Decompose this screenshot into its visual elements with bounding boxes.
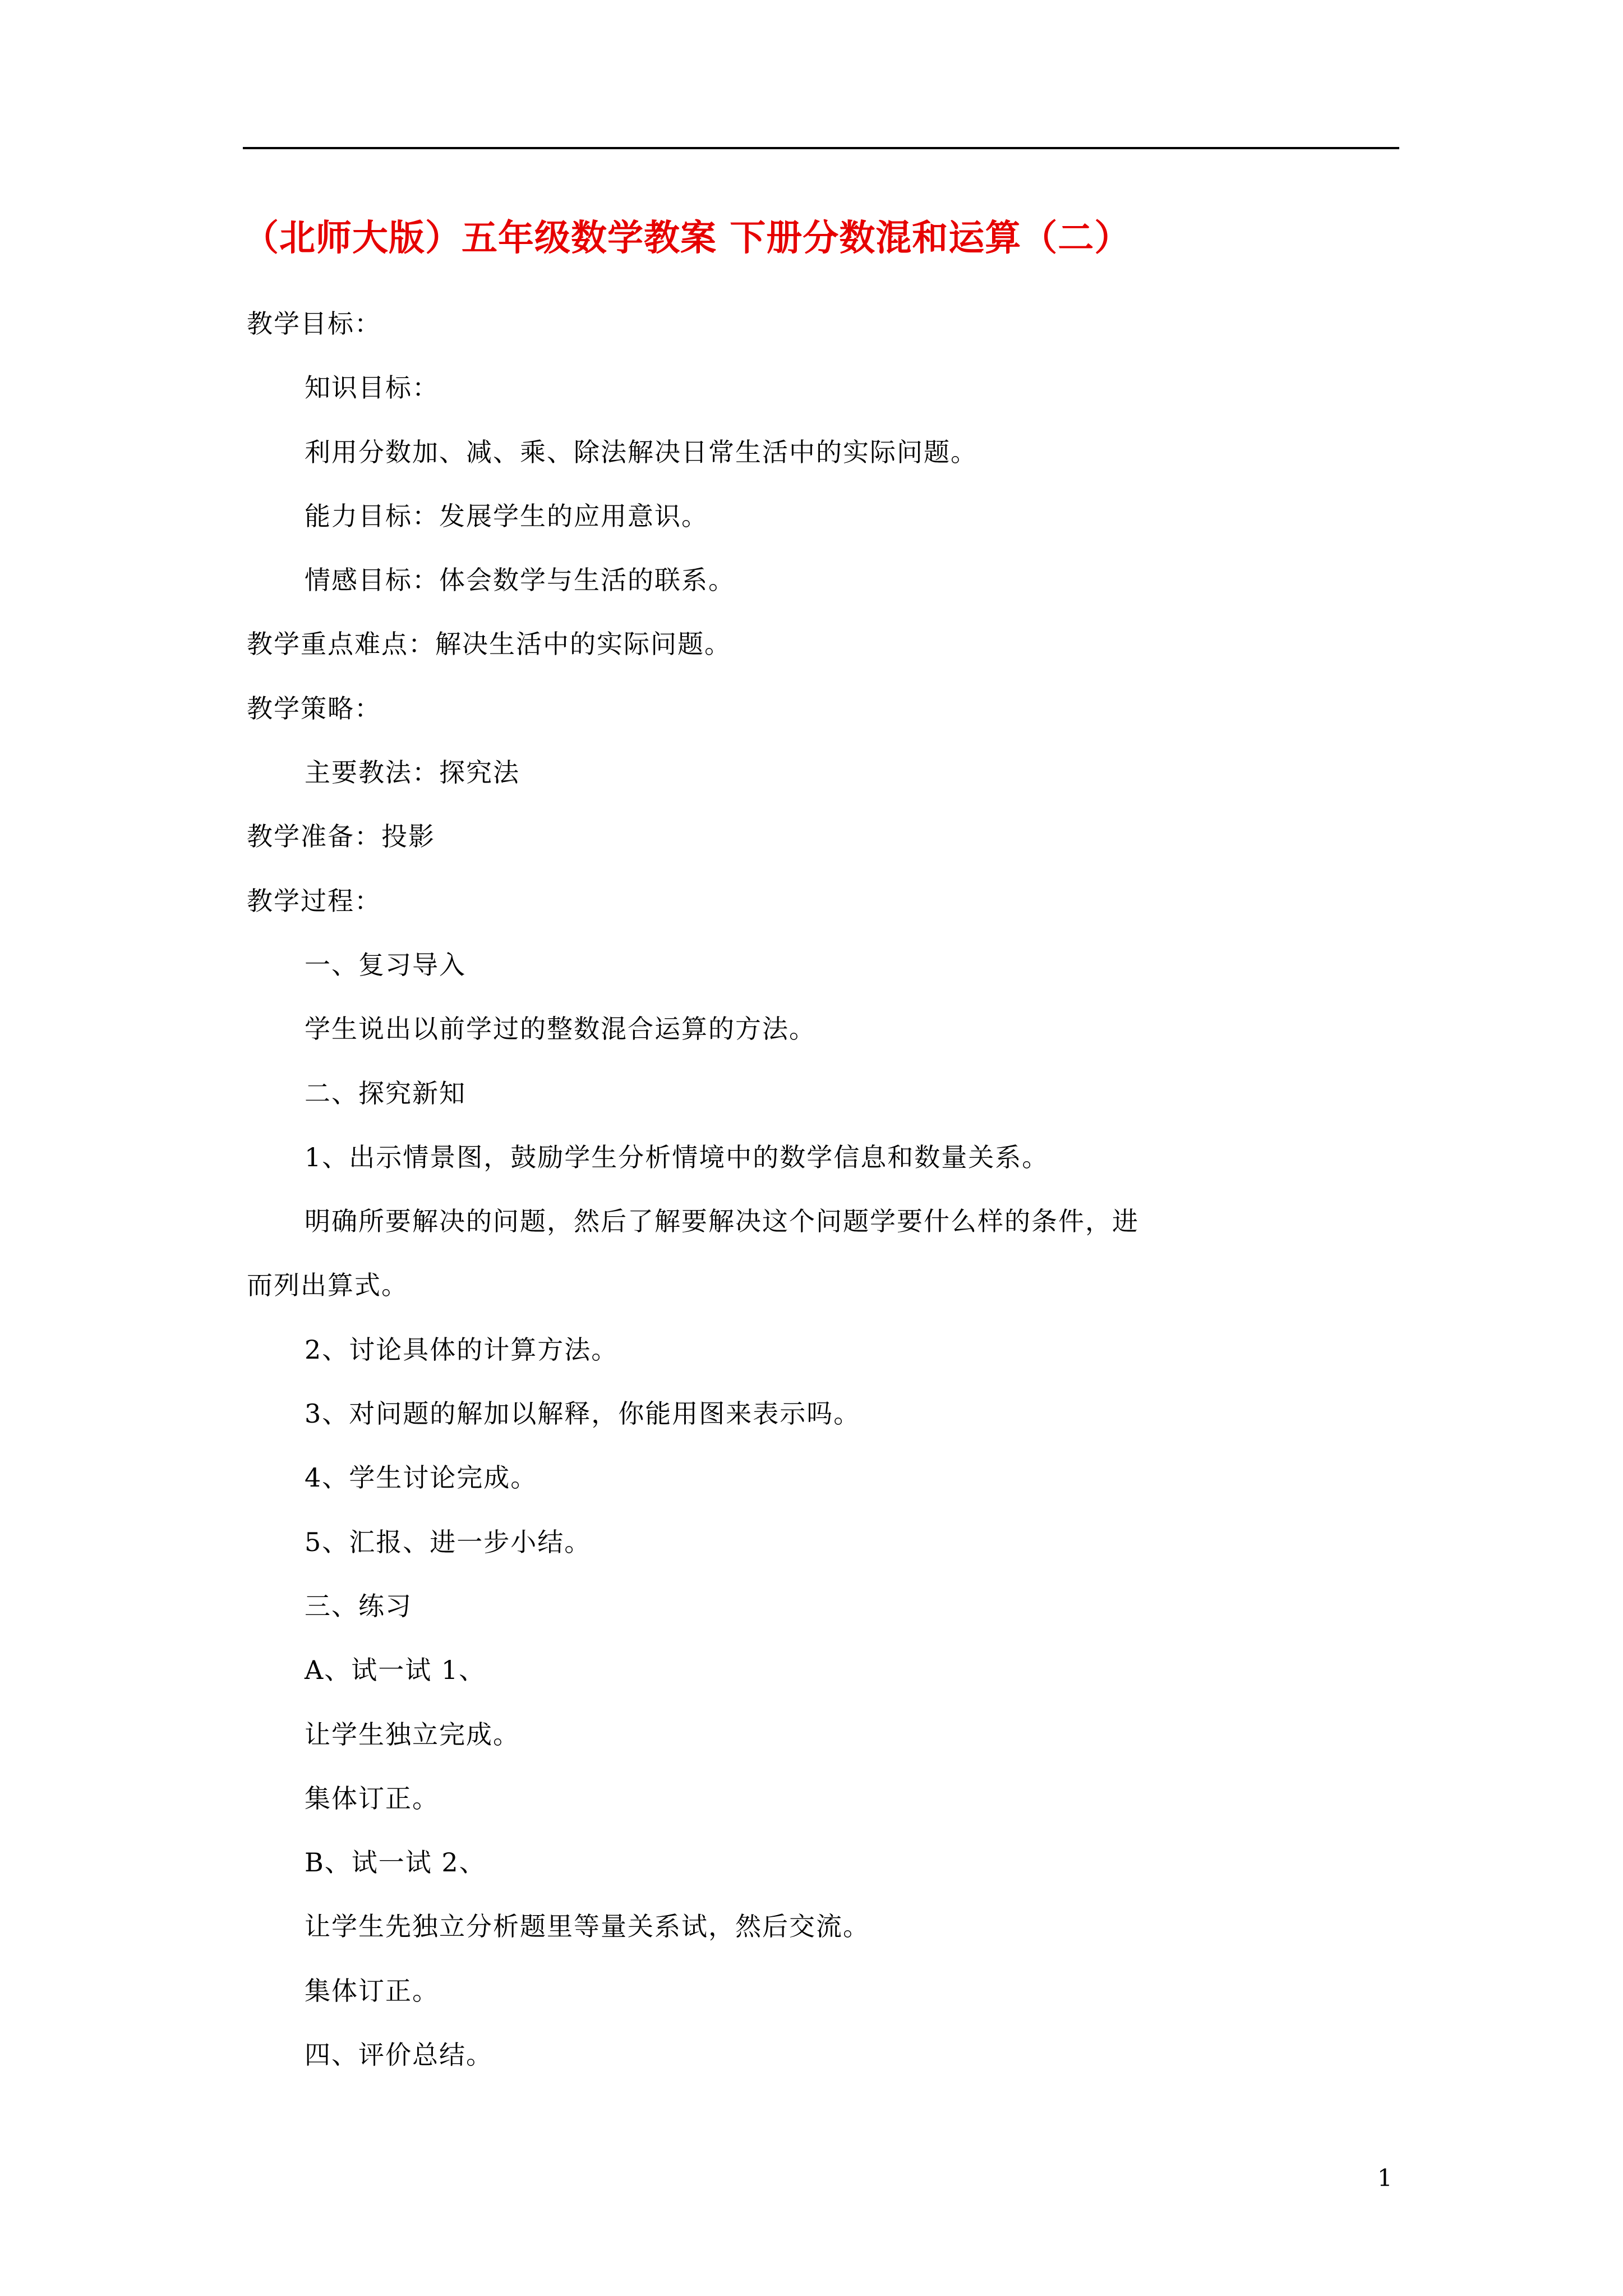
text-line: 集体订正。	[305, 1783, 439, 1814]
text-line: 2、讨论具体的计算方法。	[305, 1334, 619, 1365]
page-number: 1	[1377, 2164, 1393, 2192]
text-line: 一、复习导入	[305, 949, 466, 980]
text-line: 让学生先独立分析题里等量关系试，然后交流。	[305, 1911, 870, 1942]
document-title: （北师大版）五年级数学教案 下册分数混和运算（二）	[243, 218, 1131, 259]
text-line: 3、对问题的解加以解释，你能用图来表示吗。	[305, 1398, 861, 1429]
text-line: 教学策略：	[247, 693, 381, 724]
text-line: A、试一试 1、	[305, 1655, 486, 1686]
text-line: 能力目标：发展学生的应用意识。	[305, 500, 708, 531]
text-line: 教学重点难点：解决生活中的实际问题。	[247, 629, 731, 660]
text-line: 主要教法：探究法	[305, 757, 520, 788]
text-line: 教学准备：投影	[247, 821, 435, 852]
text-line: 让学生独立完成。	[305, 1719, 520, 1750]
text-line: 4、学生讨论完成。	[305, 1462, 538, 1493]
text-line: 1、出示情景图，鼓励学生分析情境中的数学信息和数量关系。	[305, 1142, 1049, 1172]
text-line: 利用分数加、减、乘、除法解决日常生活中的实际问题。	[305, 436, 978, 467]
text-line: 二、探究新知	[305, 1078, 466, 1108]
text-line: 5、汇报、进一步小结。	[305, 1526, 592, 1557]
text-line: 教学过程：	[247, 885, 381, 916]
document-body	[247, 292, 1256, 2087]
text-line: 而列出算式。	[247, 1270, 408, 1301]
text-line: B、试一试 2、	[305, 1847, 486, 1878]
text-line: 情感目标：体会数学与生活的联系。	[305, 565, 735, 596]
text-line: 四、评价总结。	[305, 2040, 493, 2070]
text-line: 知识目标：	[305, 372, 439, 403]
text-line: 三、练习	[305, 1590, 412, 1621]
text-line: 集体订正。	[305, 1975, 439, 2006]
text-line: 学生说出以前学过的整数混合运算的方法。	[305, 1014, 816, 1045]
text-line: 明确所要解决的问题，然后了解要解决这个问题学要什么样的条件，进	[305, 1206, 1139, 1237]
text-line: 教学目标：	[247, 309, 381, 339]
header-rule	[243, 147, 1399, 149]
